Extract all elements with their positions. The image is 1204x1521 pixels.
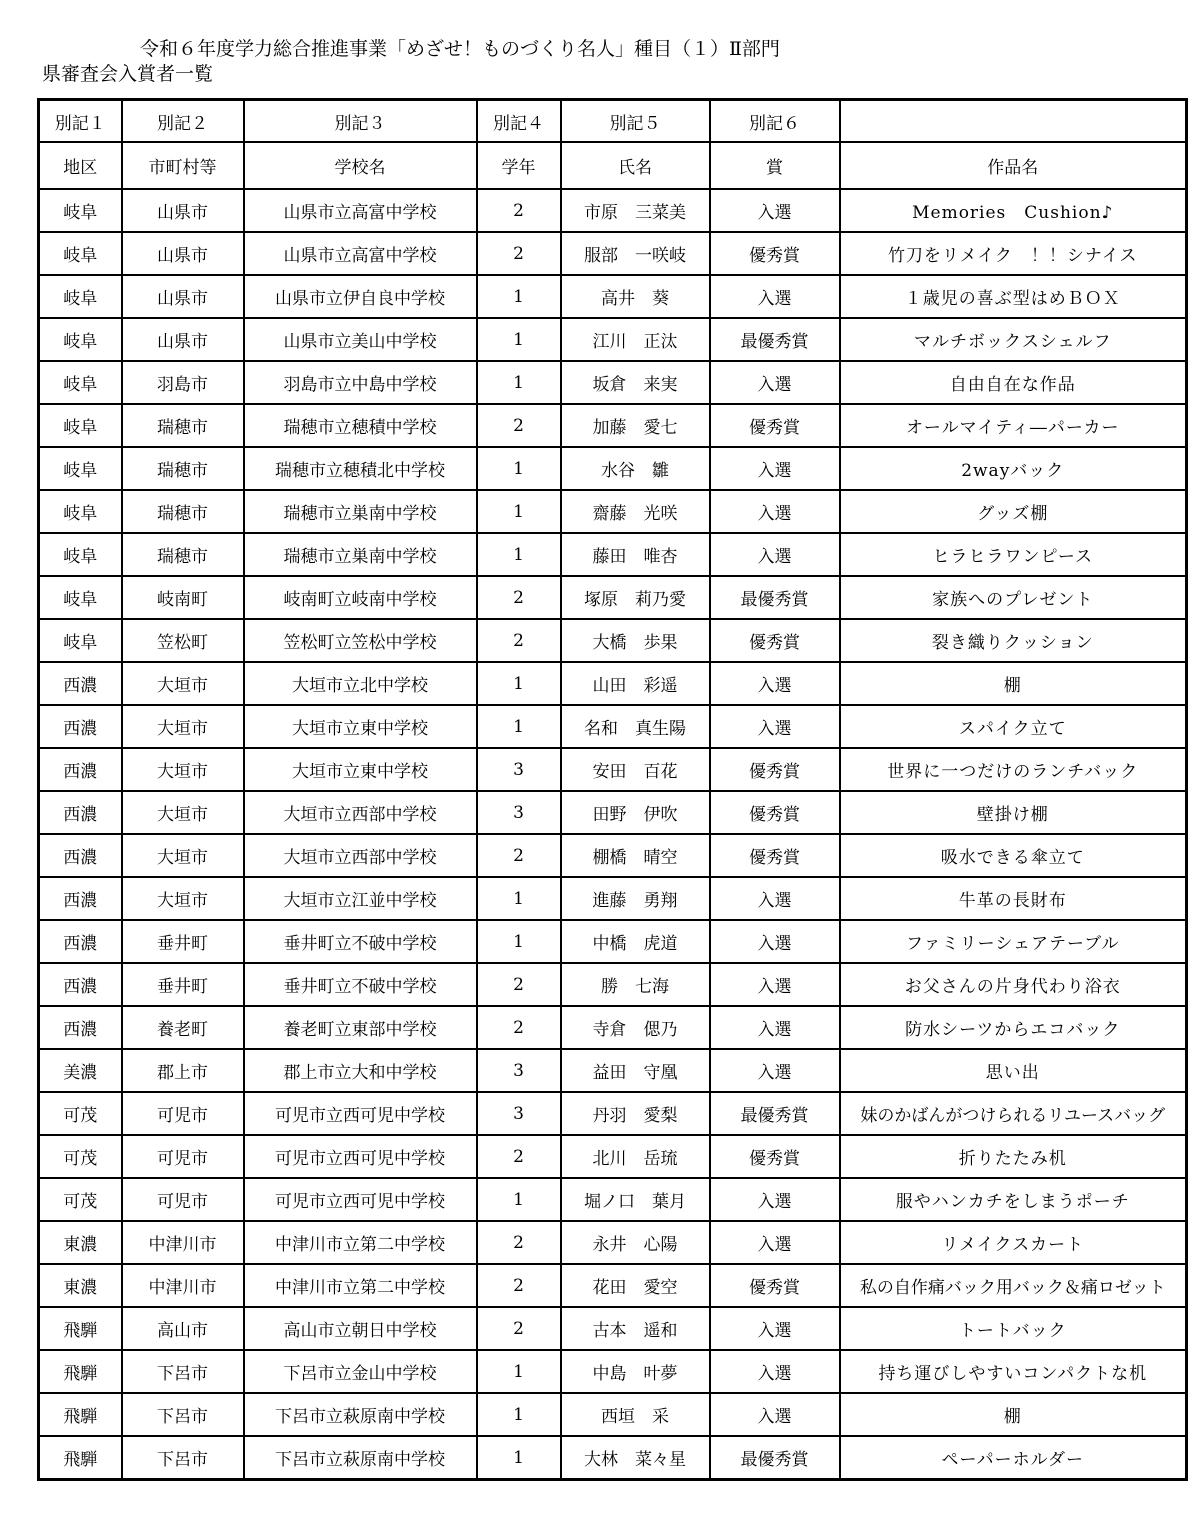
- table-row: [39, 1307, 1187, 1350]
- column-header: 作品名: [840, 142, 1187, 189]
- grade-cell: 1: [477, 1350, 561, 1393]
- school-cell: 垂井町立不破中学校: [244, 963, 477, 1006]
- district-cell: 岐阜: [39, 275, 122, 318]
- school-cell: 可児市立西可児中学校: [244, 1135, 477, 1178]
- student-name-cell: 勝 七海: [561, 963, 710, 1006]
- grade-cell: 2: [477, 576, 561, 619]
- district-cell: 岐阜: [39, 490, 122, 533]
- award-cell: 入選: [710, 1221, 840, 1264]
- grade-cell: 1: [477, 361, 561, 404]
- student-name-cell: 大橋 歩果: [561, 619, 710, 662]
- school-cell: 大垣市立西部中学校: [244, 791, 477, 834]
- award-cell: 優秀賞: [710, 619, 840, 662]
- student-name-cell: 西垣 采: [561, 1393, 710, 1436]
- work-title-cell: 棚: [840, 1393, 1187, 1436]
- district-cell: 岐阜: [39, 232, 122, 275]
- school-cell: 山県市立高富中学校: [244, 232, 477, 275]
- school-cell: 大垣市立東中学校: [244, 705, 477, 748]
- municipality-cell: 大垣市: [122, 705, 244, 748]
- school-cell: 岐南町立岐南中学校: [244, 576, 477, 619]
- grade-cell: 2: [477, 189, 561, 232]
- award-cell: 入選: [710, 447, 840, 490]
- student-name-cell: 棚橋 晴空: [561, 834, 710, 877]
- student-name-cell: 大林 菜々星: [561, 1436, 710, 1480]
- school-cell: 可児市立西可児中学校: [244, 1092, 477, 1135]
- work-title-cell: 自由自在な作品: [840, 361, 1187, 404]
- district-cell: 西濃: [39, 748, 122, 791]
- school-cell: 大垣市立北中学校: [244, 662, 477, 705]
- municipality-cell: 岐南町: [122, 576, 244, 619]
- municipality-cell: 中津川市: [122, 1221, 244, 1264]
- award-cell: 優秀賞: [710, 791, 840, 834]
- table-row: [39, 1350, 1187, 1393]
- table-row: [39, 1006, 1187, 1049]
- municipality-cell: 郡上市: [122, 1049, 244, 1092]
- grade-cell: 2: [477, 1221, 561, 1264]
- award-cell: 入選: [710, 963, 840, 1006]
- school-cell: 中津川市立第二中学校: [244, 1264, 477, 1307]
- table-row: [39, 1221, 1187, 1264]
- work-title-cell: トートバック: [840, 1307, 1187, 1350]
- municipality-cell: 瑞穂市: [122, 490, 244, 533]
- work-title-cell: 家族へのプレゼント: [840, 576, 1187, 619]
- grade-cell: 1: [477, 447, 561, 490]
- district-cell: 西濃: [39, 834, 122, 877]
- work-title-cell: 2wayバック: [840, 447, 1187, 490]
- student-name-cell: 中島 叶夢: [561, 1350, 710, 1393]
- grade-cell: 1: [477, 1178, 561, 1221]
- municipality-cell: 笠松町: [122, 619, 244, 662]
- municipality-cell: 垂井町: [122, 920, 244, 963]
- award-cell: 入選: [710, 275, 840, 318]
- municipality-cell: 中津川市: [122, 1264, 244, 1307]
- award-cell: 優秀賞: [710, 1135, 840, 1178]
- grade-cell: 2: [477, 1135, 561, 1178]
- municipality-cell: 大垣市: [122, 791, 244, 834]
- district-cell: 西濃: [39, 1006, 122, 1049]
- municipality-cell: 羽島市: [122, 361, 244, 404]
- municipality-cell: 瑞穂市: [122, 447, 244, 490]
- grade-cell: 1: [477, 705, 561, 748]
- school-cell: 瑞穂市立穂積中学校: [244, 404, 477, 447]
- district-cell: 飛騨: [39, 1393, 122, 1436]
- student-name-cell: 坂倉 来実: [561, 361, 710, 404]
- table-row: [39, 1178, 1187, 1221]
- student-name-cell: 高井 葵: [561, 275, 710, 318]
- school-cell: 垂井町立不破中学校: [244, 920, 477, 963]
- work-title-cell: リメイクスカート: [840, 1221, 1187, 1264]
- award-cell: 入選: [710, 1350, 840, 1393]
- grade-cell: 2: [477, 232, 561, 275]
- award-cell: 入選: [710, 1006, 840, 1049]
- category-row: [39, 100, 1187, 143]
- table-row: [39, 361, 1187, 404]
- district-cell: 岐阜: [39, 533, 122, 576]
- table-row: [39, 1092, 1187, 1135]
- category-label: 別記２: [122, 100, 244, 143]
- table-row: [39, 791, 1187, 834]
- table-row: [39, 490, 1187, 533]
- work-title-cell: 裂き織りクッション: [840, 619, 1187, 662]
- municipality-cell: 高山市: [122, 1307, 244, 1350]
- grade-cell: 2: [477, 834, 561, 877]
- grade-cell: 1: [477, 533, 561, 576]
- table-row: [39, 533, 1187, 576]
- municipality-cell: 瑞穂市: [122, 533, 244, 576]
- document-title: 令和６年度学力総合推進事業「めざせ！ものづくり名人」種目（１）Ⅱ部門: [140, 38, 780, 60]
- student-name-cell: 市原 三菜美: [561, 189, 710, 232]
- column-header: 学年: [477, 142, 561, 189]
- award-cell: 最優秀賞: [710, 1436, 840, 1480]
- grade-cell: 2: [477, 1264, 561, 1307]
- category-label: 別記５: [561, 100, 710, 143]
- award-cell: 入選: [710, 490, 840, 533]
- student-name-cell: 進藤 勇翔: [561, 877, 710, 920]
- award-cell: 入選: [710, 361, 840, 404]
- work-title-cell: 折りたたみ机: [840, 1135, 1187, 1178]
- table-row: [39, 275, 1187, 318]
- student-name-cell: 北川 岳琉: [561, 1135, 710, 1178]
- district-cell: 西濃: [39, 963, 122, 1006]
- district-cell: 飛騨: [39, 1307, 122, 1350]
- school-cell: 瑞穂市立穂積北中学校: [244, 447, 477, 490]
- municipality-cell: 養老町: [122, 1006, 244, 1049]
- table-row: [39, 1049, 1187, 1092]
- work-title-cell: 私の自作痛バック用バック＆痛ロゼット: [840, 1264, 1187, 1307]
- student-name-cell: 藤田 唯杏: [561, 533, 710, 576]
- student-name-cell: 安田 百花: [561, 748, 710, 791]
- work-title-cell: 竹刀をリメイク ！！シナイス: [840, 232, 1187, 275]
- award-cell: 入選: [710, 189, 840, 232]
- award-cell: 入選: [710, 877, 840, 920]
- school-cell: 高山市立朝日中学校: [244, 1307, 477, 1350]
- column-header: 地区: [39, 142, 122, 189]
- school-cell: 大垣市立江並中学校: [244, 877, 477, 920]
- district-cell: 岐阜: [39, 361, 122, 404]
- work-title-cell: ファミリーシェアテーブル: [840, 920, 1187, 963]
- district-cell: 西濃: [39, 662, 122, 705]
- award-cell: 優秀賞: [710, 404, 840, 447]
- column-header: 賞: [710, 142, 840, 189]
- table-row: [39, 920, 1187, 963]
- school-cell: 下呂市立萩原南中学校: [244, 1436, 477, 1480]
- school-cell: 羽島市立中島中学校: [244, 361, 477, 404]
- award-cell: 入選: [710, 1393, 840, 1436]
- table-row: [39, 662, 1187, 705]
- student-name-cell: 中橋 虎道: [561, 920, 710, 963]
- header-row: [39, 142, 1187, 189]
- district-cell: 岐阜: [39, 318, 122, 361]
- work-title-cell: グッズ棚: [840, 490, 1187, 533]
- award-cell: 入選: [710, 1178, 840, 1221]
- district-cell: 飛騨: [39, 1436, 122, 1480]
- student-name-cell: 服部 一咲岐: [561, 232, 710, 275]
- table-row: [39, 404, 1187, 447]
- grade-cell: 3: [477, 1092, 561, 1135]
- table-row: [39, 963, 1187, 1006]
- student-name-cell: 永井 心陽: [561, 1221, 710, 1264]
- work-title-cell: 妹のかばんがつけられるリユースバッグ: [840, 1092, 1187, 1135]
- district-cell: 美濃: [39, 1049, 122, 1092]
- work-title-cell: 思い出: [840, 1049, 1187, 1092]
- district-cell: 西濃: [39, 920, 122, 963]
- grade-cell: 3: [477, 1049, 561, 1092]
- municipality-cell: 大垣市: [122, 662, 244, 705]
- district-cell: 西濃: [39, 705, 122, 748]
- table-row: [39, 1393, 1187, 1436]
- document-subtitle: 県審査会入賞者一覧: [42, 63, 214, 85]
- table-row: [39, 1264, 1187, 1307]
- municipality-cell: 下呂市: [122, 1393, 244, 1436]
- table-row: [39, 1135, 1187, 1178]
- municipality-cell: 大垣市: [122, 877, 244, 920]
- district-cell: 可茂: [39, 1135, 122, 1178]
- municipality-cell: 大垣市: [122, 834, 244, 877]
- award-cell: 最優秀賞: [710, 1092, 840, 1135]
- grade-cell: 1: [477, 877, 561, 920]
- district-cell: 西濃: [39, 791, 122, 834]
- table-row: [39, 834, 1187, 877]
- table-row: [39, 1436, 1187, 1480]
- grade-cell: 2: [477, 1307, 561, 1350]
- student-name-cell: 名和 真生陽: [561, 705, 710, 748]
- table-row: [39, 189, 1187, 232]
- work-title-cell: Memories Cushion♪: [840, 189, 1187, 232]
- municipality-cell: 可児市: [122, 1135, 244, 1178]
- school-cell: 山県市立伊自良中学校: [244, 275, 477, 318]
- award-cell: 入選: [710, 1307, 840, 1350]
- school-cell: 瑞穂市立巣南中学校: [244, 533, 477, 576]
- work-title-cell: 服やハンカチをしまうポーチ: [840, 1178, 1187, 1221]
- municipality-cell: 山県市: [122, 189, 244, 232]
- grade-cell: 2: [477, 404, 561, 447]
- work-title-cell: 壁掛け棚: [840, 791, 1187, 834]
- award-cell: 入選: [710, 705, 840, 748]
- category-label: 別記６: [710, 100, 840, 143]
- school-cell: 養老町立東部中学校: [244, 1006, 477, 1049]
- work-title-cell: ヒラヒラワンピース: [840, 533, 1187, 576]
- award-cell: 最優秀賞: [710, 318, 840, 361]
- district-cell: 可茂: [39, 1178, 122, 1221]
- work-title-cell: スパイク立て: [840, 705, 1187, 748]
- award-cell: 優秀賞: [710, 232, 840, 275]
- grade-cell: 3: [477, 791, 561, 834]
- school-cell: 下呂市立萩原南中学校: [244, 1393, 477, 1436]
- municipality-cell: 瑞穂市: [122, 404, 244, 447]
- district-cell: 飛騨: [39, 1350, 122, 1393]
- work-title-cell: １歳児の喜ぶ型はめＢＯＸ: [840, 275, 1187, 318]
- column-header: 市町村等: [122, 142, 244, 189]
- table-row: [39, 619, 1187, 662]
- category-label: 別記４: [477, 100, 561, 143]
- school-cell: 大垣市立西部中学校: [244, 834, 477, 877]
- municipality-cell: 山県市: [122, 232, 244, 275]
- district-cell: 岐阜: [39, 447, 122, 490]
- school-cell: 山県市立高富中学校: [244, 189, 477, 232]
- school-cell: 可児市立西可児中学校: [244, 1178, 477, 1221]
- table-row: [39, 748, 1187, 791]
- award-cell: 優秀賞: [710, 1264, 840, 1307]
- work-title-cell: 持ち運びしやすいコンパクトな机: [840, 1350, 1187, 1393]
- school-cell: 瑞穂市立巣南中学校: [244, 490, 477, 533]
- category-label: 別記３: [244, 100, 477, 143]
- municipality-cell: 垂井町: [122, 963, 244, 1006]
- student-name-cell: 花田 愛空: [561, 1264, 710, 1307]
- table-row: [39, 318, 1187, 361]
- student-name-cell: 齋藤 光咲: [561, 490, 710, 533]
- grade-cell: 2: [477, 963, 561, 1006]
- student-name-cell: 古本 遥和: [561, 1307, 710, 1350]
- category-label: [840, 100, 1187, 143]
- column-header: 学校名: [244, 142, 477, 189]
- award-cell: 優秀賞: [710, 748, 840, 791]
- work-title-cell: 吸水できる傘立て: [840, 834, 1187, 877]
- table-row: [39, 576, 1187, 619]
- grade-cell: 2: [477, 619, 561, 662]
- school-cell: 笠松町立笠松中学校: [244, 619, 477, 662]
- district-cell: 西濃: [39, 877, 122, 920]
- grade-cell: 1: [477, 490, 561, 533]
- award-cell: 入選: [710, 662, 840, 705]
- table-row: [39, 232, 1187, 275]
- municipality-cell: 下呂市: [122, 1436, 244, 1480]
- work-title-cell: お父さんの片身代わり浴衣: [840, 963, 1187, 1006]
- work-title-cell: 棚: [840, 662, 1187, 705]
- student-name-cell: 益田 守凰: [561, 1049, 710, 1092]
- school-cell: 大垣市立東中学校: [244, 748, 477, 791]
- municipality-cell: 山県市: [122, 318, 244, 361]
- municipality-cell: 大垣市: [122, 748, 244, 791]
- school-cell: 中津川市立第二中学校: [244, 1221, 477, 1264]
- school-cell: 下呂市立金山中学校: [244, 1350, 477, 1393]
- student-name-cell: 江川 正汰: [561, 318, 710, 361]
- student-name-cell: 加藤 愛七: [561, 404, 710, 447]
- award-cell: 入選: [710, 920, 840, 963]
- school-cell: 郡上市立大和中学校: [244, 1049, 477, 1092]
- district-cell: 東濃: [39, 1264, 122, 1307]
- student-name-cell: 堀ノ口 葉月: [561, 1178, 710, 1221]
- district-cell: 東濃: [39, 1221, 122, 1264]
- table-row: [39, 447, 1187, 490]
- work-title-cell: 牛革の長財布: [840, 877, 1187, 920]
- work-title-cell: ペーパーホルダー: [840, 1436, 1187, 1480]
- district-cell: 岐阜: [39, 404, 122, 447]
- school-cell: 山県市立美山中学校: [244, 318, 477, 361]
- grade-cell: 1: [477, 1436, 561, 1480]
- grade-cell: 3: [477, 748, 561, 791]
- awards-table: [37, 98, 1188, 1481]
- district-cell: 岐阜: [39, 576, 122, 619]
- award-cell: 最優秀賞: [710, 576, 840, 619]
- category-label: 別記１: [39, 100, 122, 143]
- student-name-cell: 山田 彩遥: [561, 662, 710, 705]
- municipality-cell: 可児市: [122, 1092, 244, 1135]
- grade-cell: 2: [477, 1006, 561, 1049]
- work-title-cell: 世界に一つだけのランチバック: [840, 748, 1187, 791]
- grade-cell: 1: [477, 920, 561, 963]
- award-cell: 入選: [710, 1049, 840, 1092]
- district-cell: 岐阜: [39, 619, 122, 662]
- work-title-cell: 防水シーツからエコバック: [840, 1006, 1187, 1049]
- municipality-cell: 下呂市: [122, 1350, 244, 1393]
- municipality-cell: 山県市: [122, 275, 244, 318]
- district-cell: 可茂: [39, 1092, 122, 1135]
- award-cell: 優秀賞: [710, 834, 840, 877]
- student-name-cell: 田野 伊吹: [561, 791, 710, 834]
- student-name-cell: 塚原 莉乃愛: [561, 576, 710, 619]
- student-name-cell: 寺倉 偲乃: [561, 1006, 710, 1049]
- award-cell: 入選: [710, 533, 840, 576]
- municipality-cell: 可児市: [122, 1178, 244, 1221]
- grade-cell: 1: [477, 275, 561, 318]
- grade-cell: 1: [477, 318, 561, 361]
- work-title-cell: マルチボックスシェルフ: [840, 318, 1187, 361]
- student-name-cell: 水谷 雛: [561, 447, 710, 490]
- table-row: [39, 705, 1187, 748]
- column-header: 氏名: [561, 142, 710, 189]
- grade-cell: 1: [477, 1393, 561, 1436]
- district-cell: 岐阜: [39, 189, 122, 232]
- work-title-cell: オールマイティ―パーカー: [840, 404, 1187, 447]
- grade-cell: 1: [477, 662, 561, 705]
- table-row: [39, 877, 1187, 920]
- student-name-cell: 丹羽 愛梨: [561, 1092, 710, 1135]
